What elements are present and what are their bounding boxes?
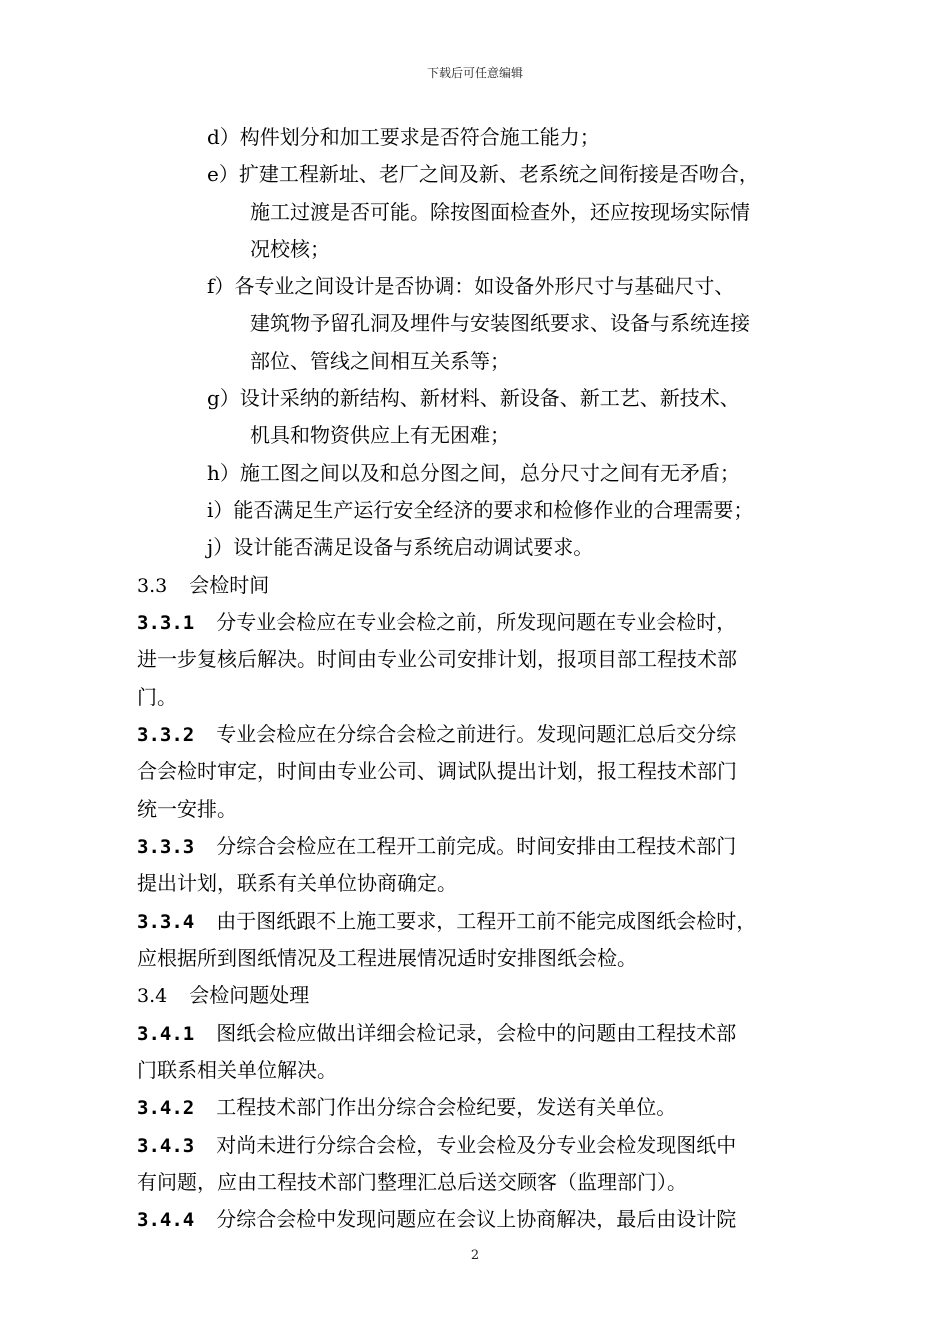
paragraph-3-3-4 [137, 905, 756, 938]
paragraph-3-3-3-cont: 提出计划，联系有关单位协商确定。 [137, 871, 457, 895]
paragraph-3-4-1 [137, 1017, 736, 1050]
list-item-j: j）设计能否满足设备与系统启动调试要求。 [207, 535, 594, 559]
paragraph-text: 对尚未进行分综合会检，专业会检及分专业会检发现图纸中 [216, 1133, 737, 1157]
paragraph-3-4-2 [137, 1091, 676, 1124]
list-item-e: e）扩建工程新址、老厂之间及新、老系统之间衔接是否吻合， [207, 162, 759, 186]
list-item-g-cont: 机具和物资供应上有无困难； [250, 423, 510, 447]
paragraph-3-3-2 [137, 718, 736, 751]
paragraph-text: 分专业会检应在专业会检之前，所发现问题在专业会检时， [216, 610, 737, 634]
paragraph-number: 3.3.3 [137, 836, 195, 858]
list-item-e-cont-2: 况校核； [250, 237, 330, 261]
paragraph-text: 分综合会检中发现问题应在会议上协商解决，最后由设计院 [216, 1207, 737, 1231]
paragraph-text: 专业会检应在分综合会检之前进行。发现问题汇总后交分综 [216, 722, 737, 746]
page-number: 2 [470, 1248, 480, 1263]
section-number: 3.4 [137, 985, 168, 1007]
list-item-f-cont-1: 建筑物予留孔洞及埋件与安装图纸要求、设备与系统连接 [250, 311, 750, 335]
section-number: 3.3 [137, 575, 168, 597]
paragraph-number: 3.4.2 [137, 1097, 195, 1119]
paragraph-3-3-1-cont-2: 门。 [137, 685, 177, 709]
paragraph-text: 分综合会检应在工程开工前完成。时间安排由工程技术部门 [216, 834, 737, 858]
list-item-e-cont-1: 施工过渡是否可能。除按图面检查外，还应按现场实际情 [250, 200, 750, 224]
paragraph-number: 3.3.1 [137, 612, 195, 634]
section-title: 会检问题处理 [189, 983, 310, 1007]
list-item-f: f）各专业之间设计是否协调：如设备外形尺寸与基础尺寸、 [207, 274, 735, 298]
list-item-g: g）设计采纳的新结构、新材料、新设备、新工艺、新技术、 [207, 386, 740, 410]
section-title: 会检时间 [189, 573, 270, 597]
page-header: 下载后可任意编辑 [426, 66, 523, 80]
paragraph-text: 由于图纸跟不上施工要求，工程开工前不能完成图纸会检时， [216, 909, 757, 933]
paragraph-number: 3.4.1 [137, 1023, 195, 1045]
list-item-f-cont-2: 部位、管线之间相互关系等； [250, 349, 510, 373]
paragraph-3-3-2-cont-1: 合会检时审定，时间由专业公司、调试队提出计划，报工程技术部门 [137, 759, 737, 783]
paragraph-3-3-2-cont-2: 统一安排。 [137, 797, 237, 821]
paragraph-number: 3.4.3 [137, 1135, 195, 1157]
paragraph-number: 3.4.4 [137, 1209, 195, 1231]
paragraph-text: 图纸会检应做出详细会检记录，会检中的问题由工程技术部 [216, 1021, 737, 1045]
paragraph-3-3-1-cont-1: 进一步复核后解决。时间由专业公司安排计划，报项目部工程技术部 [137, 647, 737, 671]
list-item-h: h）施工图之间以及和总分图之间，总分尺寸之间有无矛盾； [207, 461, 740, 485]
paragraph-3-4-4 [137, 1203, 736, 1236]
list-item-i: i）能否满足生产运行安全经济的要求和检修作业的合理需要； [207, 498, 754, 522]
section-heading-3-3 [137, 569, 269, 602]
section-heading-3-4 [137, 979, 309, 1012]
paragraph-3-4-1-cont: 门联系相关单位解决。 [137, 1058, 337, 1082]
paragraph-number: 3.3.2 [137, 724, 195, 746]
list-item-d: d）构件划分和加工要求是否符合施工能力； [207, 125, 600, 149]
paragraph-3-3-3 [137, 830, 736, 863]
paragraph-3-4-3 [137, 1129, 736, 1162]
paragraph-3-4-3-cont: 有问题，应由工程技术部门整理汇总后送交顾客（监理部门）。 [137, 1170, 687, 1194]
paragraph-3-3-1 [137, 606, 736, 639]
paragraph-3-3-4-cont: 应根据所到图纸情况及工程进展情况适时安排图纸会检。 [137, 946, 637, 970]
paragraph-text: 工程技术部门作出分综合会检纪要，发送有关单位。 [216, 1095, 677, 1119]
paragraph-number: 3.3.4 [137, 911, 195, 933]
